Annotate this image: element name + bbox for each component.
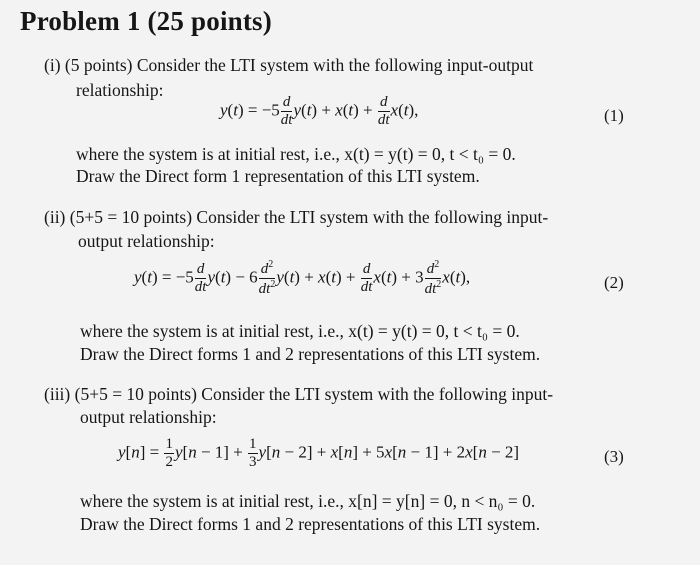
part-iii-intro-cont: output relationship: [80,407,217,427]
equation-3-label: (3) [604,447,624,466]
equation-3: y[n] = $\frac{1}{2}$ y[n − 1] + $\frac{1}{3}$ y[n − 2] + x[n] + 5x[n − 1] + 2x[n − 2] [118,436,520,470]
part-ii-intro: (ii) (5+5 = 10 points) Consider the LTI system with the following input- [44,207,549,227]
part-iii-intro: (iii) (5+5 = 10 points) Consider the LTI system with the following input- [44,384,554,404]
equation-1-label: (1) [604,106,624,125]
part-i-intro: (i) (5 points) Consider the LTI system with the following input-output [44,55,534,75]
problem-title: Problem 1 (25 points) [20,6,272,36]
part-i-intro-cont: relationship: [76,80,164,100]
equation-2: y(t) = −5 $\frac{d}{dt}$ y(t) − 6 $\frac{d^2}{dt^2}$ y(t) + x(t) + $\frac{d}{dt}$ x(t) + 3 $\frac{d^2}{dt^2}$ x(t), [134,259,471,297]
part-ii-intro-cont: output relationship: [78,231,215,251]
part-ii-task: Draw the Direct forms 1 and 2 representations of this LTI system. [80,344,541,364]
equation-1: y(t) = −5 $\frac{d}{dt}$ y(t) + x(t) + $\frac{d}{dt}$ x(t), [220,94,419,128]
part-iii-task: Draw the Direct forms 1 and 2 representations of this LTI system. [80,514,541,534]
part-iii-condition: where the system is at initial rest, i.e., x[n] = y[n] = 0, n < n₀ = 0. [80,491,536,511]
equation-2-label: (2) [604,273,624,292]
part-ii-condition: where the system is at initial rest, i.e., x(t) = y(t) = 0, t < t₀ = 0. [80,321,520,341]
part-i-condition: where the system is at initial rest, i.e., x(t) = y(t) = 0, t < t₀ = 0. [76,144,516,164]
part-i-task: Draw the Direct form 1 representation of this LTI system. [76,166,480,186]
